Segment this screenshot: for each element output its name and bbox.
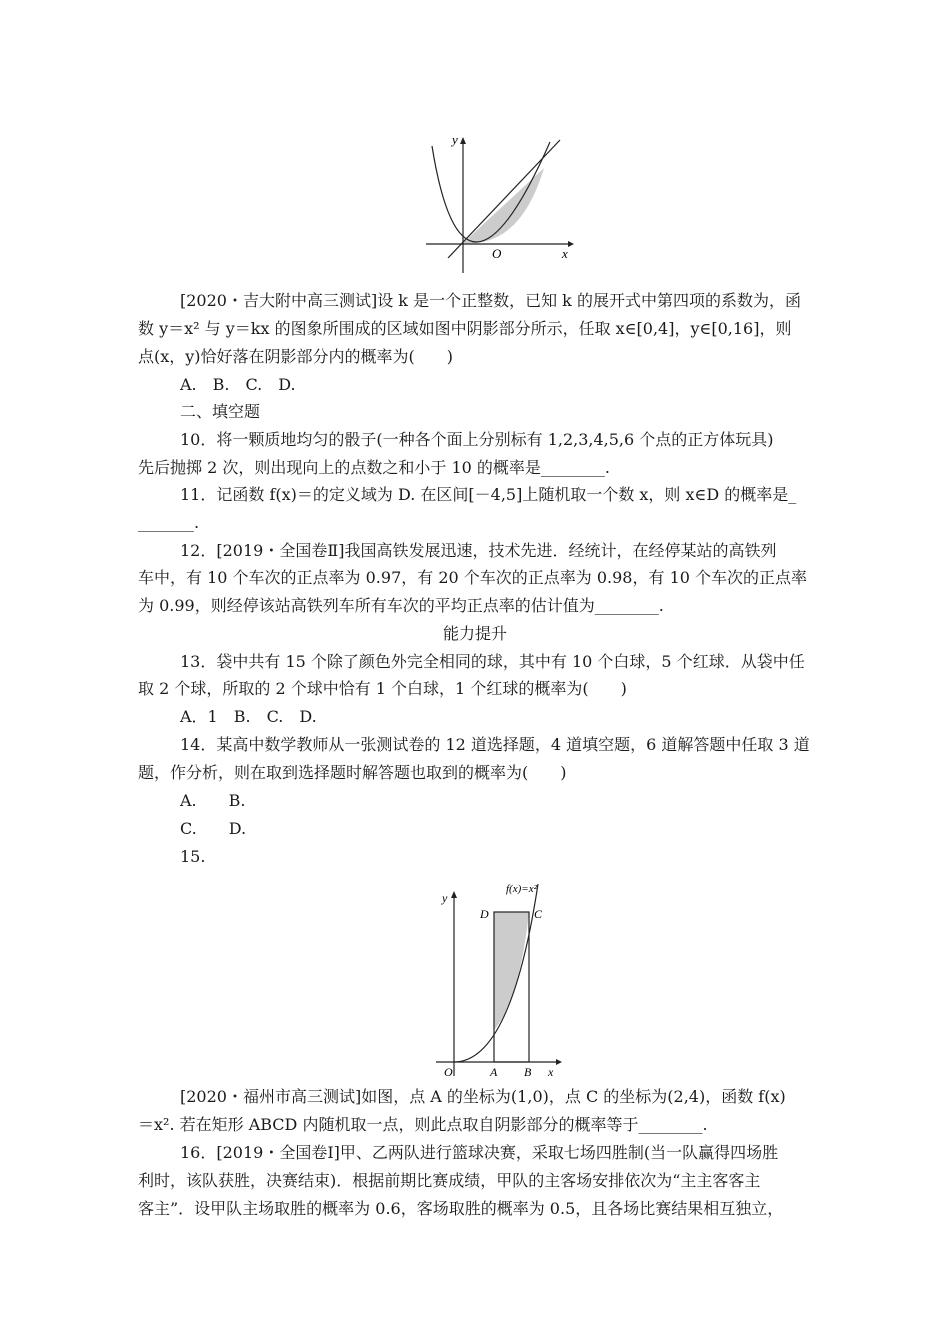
- q9-line2: 数 y＝x² 与 y＝kx 的图象所围成的区域如图中阴影部分所示，任取 x∈[0,4]，y∈[0,16]，则: [138, 319, 792, 338]
- q12-line2: 车中，有 10 个车次的正点率为 0.97，有 20 个车次的正点率为 0.98，有 10 个车次的正点率: [138, 568, 808, 587]
- section-fill-in-heading: 二、填空题: [180, 402, 261, 421]
- point-b-label: B: [524, 1065, 532, 1079]
- q9-line1: [2020・吉大附中高三测试]设 k 是一个正整数，已知 k 的展开式中第四项的系数为，函: [180, 291, 801, 310]
- origin-label: O: [444, 1065, 453, 1079]
- q13-line1: 13．袋中共有 15 个除了颜色外完全相同的球，其中有 10 个白球，5 个红球．从袋中任: [180, 652, 805, 671]
- q9-line3: 点(x，y)恰好落在阴影部分内的概率为( ): [138, 347, 454, 366]
- q15-line1: [2020・福州市高三测试]如图，点 A 的坐标为(1,0)，点 C 的坐标为(2,4)，函数 f(x): [180, 1087, 786, 1106]
- origin-label: O: [492, 246, 502, 261]
- figure-parabola-line: [420, 128, 580, 278]
- q9-options: A. B. C. D.: [180, 375, 296, 394]
- q11-line1: 11．记函数 f(x)＝的定义域为 D. 在区间[－4,5]上随机取一个数 x，则 x∈D 的概率是_: [180, 485, 797, 504]
- y-axis-label: y: [442, 891, 448, 905]
- figure-rectangle-abcd: [430, 876, 570, 1084]
- shaded-region: [494, 912, 529, 1030]
- y-axis-arrow: [460, 137, 466, 144]
- q14-options-row2: C. D.: [180, 819, 247, 838]
- x-axis-label: x: [562, 246, 568, 261]
- q14-line2: 题，作分析，则在取到选择题时解答题也取到的概率为( ): [138, 763, 567, 782]
- q16-line3: 客主”．设甲队主场取胜的概率为 0.6，客场取胜的概率为 0.5，且各场比赛结果相互独立，: [138, 1199, 784, 1218]
- line-y-kx: [448, 140, 560, 258]
- q15-line2: ＝x². 若在矩形 ABCD 内随机取一点，则此点取自阴影部分的概率等于________.: [138, 1115, 708, 1134]
- q16-line1: 16．[2019・全国卷Ⅰ]甲、乙两队进行篮球决赛，采取七场四胜制(当一队赢得四场胜: [180, 1143, 779, 1162]
- y-axis-arrow: [451, 891, 457, 898]
- q15-number: 15.: [180, 847, 206, 866]
- point-d-label: D: [480, 907, 489, 921]
- q12-line1: 12．[2019・全国卷Ⅱ]我国高铁发展迅速，技术先进．经统计，在经停某站的高铁列: [180, 541, 777, 560]
- q13-line2: 取 2 个球，所取的 2 个球中恰有 1 个白球，1 个红球的概率为( ): [138, 679, 627, 698]
- q13-options: A．1 B. C. D.: [180, 707, 317, 726]
- x-axis-arrow: [556, 1059, 562, 1065]
- point-a-label: A: [490, 1065, 498, 1079]
- section-ability-heading: 能力提升: [442, 624, 507, 643]
- q11-line2: _______.: [138, 513, 200, 532]
- function-label: f(x)=x²: [506, 883, 537, 895]
- q10-line2: 先后抛掷 2 次，则出现向上的点数之和小于 10 的概率是________.: [138, 458, 610, 477]
- q14-options-row1: A. B.: [180, 791, 246, 810]
- q10-line1: 10．将一颗质地均匀的骰子(一种各个面上分别标有 1,2,3,4,5,6 个点的正方体玩具): [180, 430, 774, 449]
- q14-line1: 14．某高中数学教师从一张测试卷的 12 道选择题，4 道填空题，6 道解答题中任取 3 道: [180, 735, 810, 754]
- point-c-label: C: [534, 907, 543, 921]
- x-axis-label: x: [548, 1065, 554, 1079]
- y-axis-label: y: [452, 132, 458, 147]
- q12-line3: 为 0.99，则经停该站高铁列车所有车次的平均正点率的估计值为________.: [138, 596, 664, 615]
- x-axis-arrow: [568, 241, 574, 247]
- q16-line2: 利时，该队获胜，决赛结束)．根据前期比赛成绩，甲队的主客场安排依次为“主主客客主: [138, 1171, 761, 1190]
